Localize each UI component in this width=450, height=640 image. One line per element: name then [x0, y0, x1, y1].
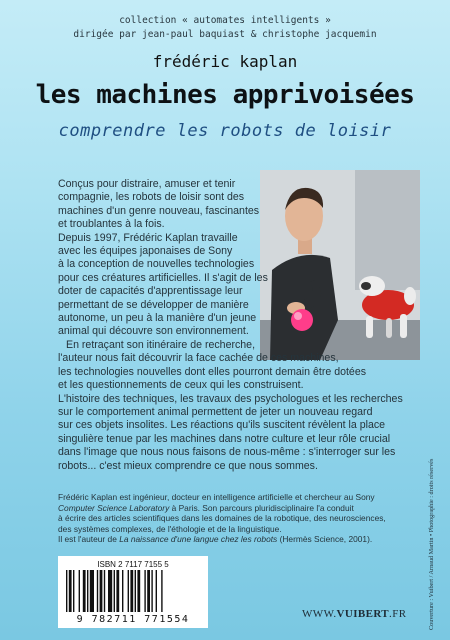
bio-text: Il est l'auteur de	[58, 534, 120, 545]
barcode-bar	[135, 570, 136, 612]
description-line: machines d'un genre nouveau, fascinantes	[58, 204, 260, 217]
description-line: animal qui découvre son environnement.	[58, 325, 249, 338]
description-line: l'auteur nous fait découvrir la face cachée de ces machines,	[58, 352, 339, 365]
bio-text: à Paris. Son parcours pluridisciplinaire l'a conduit	[169, 502, 354, 513]
description-line: L'histoire des techniques, les travaux des psychologues et les recherches	[58, 392, 403, 405]
barcode-bar	[151, 570, 152, 612]
description-line: sur ces objets insolites. Les réactions qu'ils suscitent révèlent la place	[58, 419, 386, 432]
barcode-bar	[97, 570, 98, 612]
bio-line	[58, 534, 418, 545]
description-line: sur le comportement animal permettent de jeter un nouveau regard	[58, 405, 373, 418]
author-bio	[58, 492, 418, 545]
description-line: avec les équipes japonaises de Sony	[58, 245, 233, 258]
description-line: et les questionnements de ceux qui les construisent.	[58, 379, 304, 392]
book-subtitle: comprendre les robots de loisir	[58, 121, 392, 141]
barcode-bar	[114, 570, 115, 612]
barcode-bar	[116, 570, 119, 612]
barcode	[58, 556, 208, 628]
description-line: dans l'image que nous nous faisons de nous-même : s'interroger sur les	[58, 446, 396, 459]
bio-line: des systèmes complexes, de l'éthologie et de la linguistique.	[58, 523, 282, 534]
description-line: compagnie, les robots de loisir sont des	[58, 191, 245, 204]
barcode-bar	[130, 570, 133, 612]
publisher-url-prefix: WWW.	[302, 608, 337, 620]
barcode-bar	[147, 570, 150, 612]
barcode-bar	[144, 570, 145, 612]
barcode-bar	[79, 570, 80, 612]
bio-line	[58, 503, 418, 514]
description-line: Depuis 1997, Frédéric Kaplan travaille	[58, 231, 238, 244]
description-line: pour ces créatures artificielles. Il s'agit de les	[58, 271, 268, 284]
barcode-bar	[108, 570, 112, 612]
bio-line: à écrire des articles scientifiques dans les domaines de la robotique, des neurosciences,	[58, 513, 386, 524]
description-line: Conçus pour distraire, amuser et tenir	[58, 178, 236, 190]
description-line: à la conception de nouvelles technologies	[58, 258, 255, 271]
book-title: les machines apprivoisées	[35, 80, 415, 110]
description-line: permettant de se développer de manière	[58, 298, 249, 311]
publisher-url[interactable]	[302, 608, 406, 620]
description-line: En retraçant son itinéraire de recherche,	[66, 338, 256, 351]
series-name: collection « automates intelligents »	[119, 15, 331, 26]
barcode-bars	[66, 570, 200, 612]
barcode-bar	[128, 570, 129, 612]
description-line: les technologies nouvelles dont elles pourront demain être dotées	[58, 365, 367, 378]
barcode-bar	[104, 570, 105, 612]
barcode-bar	[161, 570, 162, 612]
barcode-bar	[156, 570, 157, 612]
publisher-url-suffix: .FR	[389, 608, 407, 620]
description-line: singulière tenue par les machines dans notre culture et leur rôle crucial	[58, 432, 391, 445]
series-editors: dirigée par jean-paul baquiast & christophe jacquemin	[73, 29, 377, 40]
barcode-bar	[73, 570, 74, 612]
barcode-bar	[66, 570, 67, 612]
barcode-bar	[69, 570, 72, 612]
ean-digits: 9 782711 771554	[76, 614, 190, 625]
bio-lab-name: Computer Science Laboratory	[58, 502, 170, 513]
barcode-bar	[137, 570, 140, 612]
description-line: et troublantes à la fois.	[58, 218, 165, 231]
series-info	[0, 14, 450, 42]
barcode-bar	[87, 570, 88, 612]
description	[58, 178, 418, 473]
cover-credits: Couverture : Vuibert / Arnaud Martin • Photographie : droits réservés	[428, 458, 435, 630]
barcode-bar	[83, 570, 86, 612]
publisher-brand: VUIBERT	[336, 608, 390, 620]
isbn-label: ISBN 2 7117 7155 5	[97, 560, 169, 569]
barcode-bar	[122, 570, 123, 612]
bio-book-title: La naissance d'une langue chez les robots	[119, 534, 278, 545]
bio-text: (Hermès Science, 2001).	[277, 534, 373, 545]
barcode-bar	[90, 570, 94, 612]
description-line: doter de capacités d'apprentissage leur	[58, 285, 243, 298]
description-line: robots... c'est mieux comprendre ce que nous sommes.	[58, 459, 318, 472]
author-name: frédéric kaplan	[152, 52, 298, 71]
bio-line: Frédéric Kaplan est ingénieur, docteur en intelligence artificielle et chercheur au Sony	[58, 492, 375, 502]
description-line: autonome, un peu à la manière d'un jeune	[58, 312, 257, 325]
barcode-bar	[100, 570, 103, 612]
